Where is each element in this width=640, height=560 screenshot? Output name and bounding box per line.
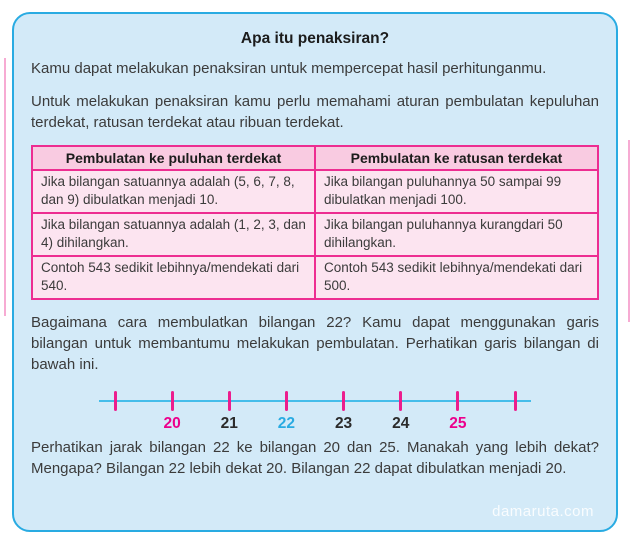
number-line-tick (285, 391, 288, 411)
number-line-tick (342, 391, 345, 411)
table-row (32, 213, 598, 256)
intro-paragraph: Kamu dapat melakukan penaksiran untuk mempercepat hasil perhitunganmu. (31, 60, 547, 77)
table-cell: Jika bilangan satuannya adalah (5, 6, 7, 8, dan 9) dibulatkan menjadi 10. (32, 170, 315, 213)
rules-intro-paragraph: Untuk melakukan penaksiran kamu perlu memahami aturan pembulatan kepuluhan terdekat, ratusan terdekat atau ribuan terdekat. (31, 93, 599, 131)
number-line-tick (456, 391, 459, 411)
table-row (32, 256, 598, 299)
table-header-cell: Pembulatan ke ratusan terdekat (315, 146, 598, 170)
rounding-rules-table (31, 145, 599, 300)
table-header-row (32, 146, 598, 170)
number-line-tick (171, 391, 174, 411)
table-header-cell: Pembulatan ke puluhan terdekat (32, 146, 315, 170)
number-line-tick (114, 391, 117, 411)
number-line-label: 23 (334, 415, 353, 432)
table-cell: Jika bilangan puluhannya 50 sampai 99 dibulatkan menjadi 100. (315, 170, 598, 213)
table-cell: Jika bilangan satuannya adalah (1, 2, 3, dan 4) dihilangkan. (32, 213, 315, 256)
conclusion-paragraph: Perhatikan jarak bilangan 22 ke bilangan 20 dan 25. Manakah yang lebih dekat? Mengapa? Bilangan 22 lebih dekat 20. Bilangan 22 dapat dibulatkan menjadi 20. (31, 439, 599, 477)
number-line-label: 21 (220, 415, 238, 432)
number-line-tick (399, 391, 402, 411)
pink-frame-artifact-left (4, 58, 6, 316)
number-line-label: 24 (392, 415, 410, 432)
table-cell: Contoh 543 sedikit lebihnya/mendekati dari 540. (32, 256, 315, 299)
pink-frame-artifact-right (628, 140, 630, 322)
number-line (99, 387, 531, 435)
lesson-card (12, 12, 618, 532)
number-line-tick (514, 391, 517, 411)
numberline-intro-paragraph: Bagaimana cara membulatkan bilangan 22? Kamu dapat menggunakan garis bilangan untuk membantumu melakukan pembulatan. Perhatikan garis bilangan di bawah ini. (31, 314, 599, 373)
number-line-label: 25 (449, 415, 467, 432)
page-title: Apa itu penaksiran? (240, 30, 390, 47)
table-cell: Jika bilangan puluhannya kurangdari 50 dihilangkan. (315, 213, 598, 256)
number-line-label: 20 (163, 415, 181, 432)
number-line-axis (99, 400, 531, 402)
table-cell: Contoh 543 sedikit lebihnya/mendekati dari 500. (315, 256, 598, 299)
table-row (32, 170, 598, 213)
number-line-label: 22 (277, 415, 296, 432)
number-line-tick (228, 391, 231, 411)
watermark: damaruta.com (492, 503, 594, 520)
